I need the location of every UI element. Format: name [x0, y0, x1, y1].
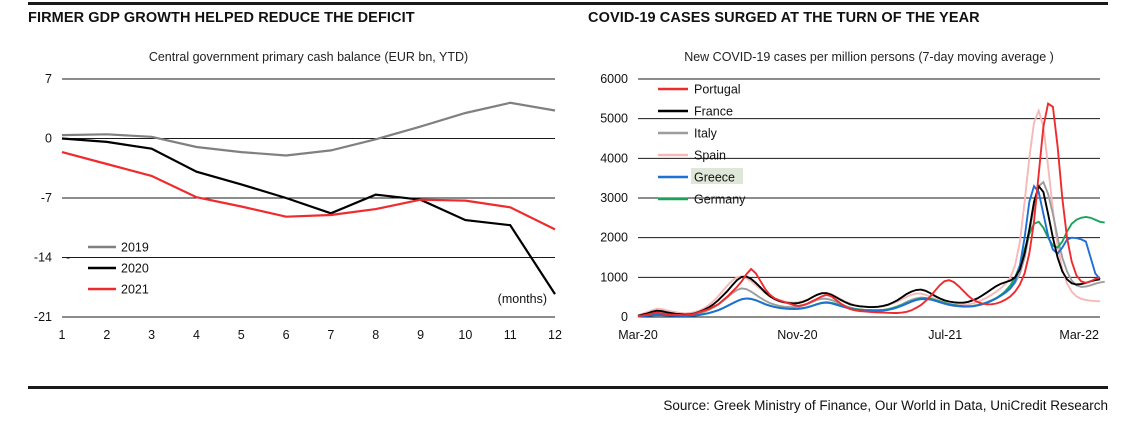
left-chart-svg	[10, 45, 570, 385]
right-chart-panel	[588, 0, 1108, 26]
x-axis-tick-label: 4	[192, 328, 200, 342]
x-axis-tick-label: 9	[417, 328, 425, 342]
legend-label-france: France	[694, 104, 733, 119]
y-axis-dash-mark: -	[66, 250, 71, 265]
y-axis-tick-label: 1000	[600, 270, 628, 285]
x-axis-tick-label: 1	[58, 328, 66, 342]
x-axis-tick-label: 11	[503, 328, 517, 342]
x-axis-tick-label: 2	[103, 328, 111, 342]
y-axis-tick-label: 0	[45, 131, 52, 146]
series-line-2021	[62, 152, 555, 229]
x-axis-tick-label: Mar-22	[1059, 328, 1100, 342]
y-axis-tick-label: 4000	[600, 151, 628, 166]
legend-label-portugal: Portugal	[694, 82, 741, 97]
legend-label-greece: Greece	[694, 170, 735, 185]
right-panel-headline: COVID-19 CASES SURGED AT THE TURN OF THE YEAR	[588, 10, 980, 26]
series-line-2019	[62, 103, 555, 156]
x-axis-tick-label: Mar-20	[618, 328, 658, 342]
legend-label-germany: Germany	[694, 192, 746, 207]
x-axis-label: (months)	[497, 292, 547, 306]
legend-label-italy: Italy	[694, 126, 717, 141]
y-axis-tick-label: 5000	[600, 111, 628, 126]
y-axis-tick-label: 2000	[600, 230, 628, 245]
left-chart-title: Central government primary cash balance (EUR bn, YTD)	[148, 50, 469, 64]
left-panel-headline: FIRMER GDP GROWTH HELPED REDUCE THE DEFICIT	[28, 10, 415, 26]
legend-label-2019: 2019	[121, 240, 149, 255]
x-axis-tick-label: Nov-20	[777, 328, 818, 342]
source-note: Source: Greek Ministry of Finance, Our World in Data, UniCredit Research	[663, 398, 1108, 413]
legend-label-spain: Spain	[694, 148, 726, 163]
x-axis-tick-label: 3	[148, 328, 156, 342]
legend-label-2020: 2020	[121, 261, 149, 276]
y-axis-tick-label: -14	[33, 250, 52, 265]
x-axis-tick-label: 12	[548, 328, 562, 342]
x-axis-tick-label: 7	[327, 328, 335, 342]
right-chart-svg	[580, 45, 1110, 385]
y-axis-tick-label: 3000	[600, 191, 628, 205]
right-chart-title: New COVID-19 cases per million persons (7-day moving average )	[684, 50, 1054, 64]
x-axis-tick-label: 10	[458, 328, 473, 342]
x-axis-tick-label: Jul-21	[928, 328, 963, 342]
y-axis-tick-label: 0	[621, 310, 628, 324]
legend-label-2021: 2021	[121, 282, 149, 297]
x-axis-tick-label: 6	[282, 328, 290, 342]
series-line-spain	[638, 111, 1100, 316]
y-axis-tick-label: 6000	[600, 72, 628, 86]
y-axis-tick-label: -7	[40, 191, 52, 205]
left-chart-panel	[28, 0, 568, 26]
y-axis-tick-label: 7	[45, 72, 52, 86]
x-axis-tick-label: 5	[237, 328, 245, 342]
bottom-divider	[28, 386, 1108, 389]
x-axis-tick-label: 8	[372, 328, 380, 342]
y-axis-tick-label: -21	[33, 310, 52, 324]
series-line-germany	[638, 217, 1105, 316]
